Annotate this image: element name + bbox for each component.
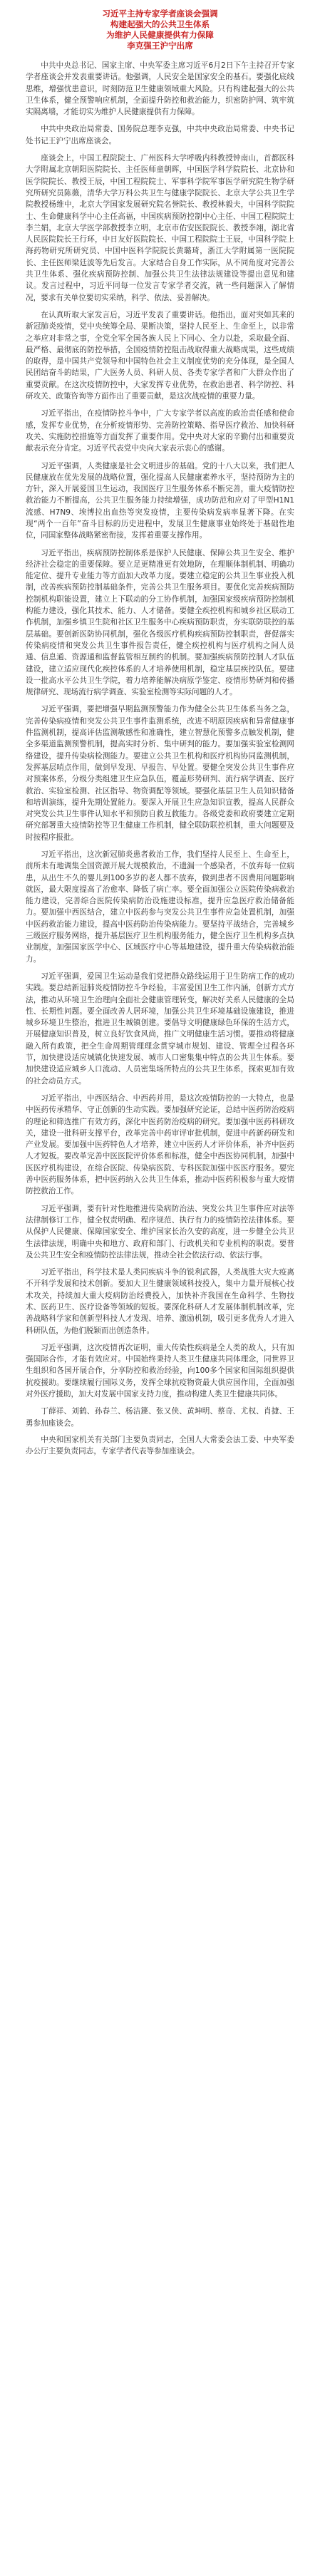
- paragraph: 习近平强调，这次疫情再次证明，重大传染性疾病是全人类的敌人，只有加强国际合作，才能有效应对。中国始终秉持人类卫生健康共同体理念，同世界卫生组织和各国开展合作，分享防控和救治经验，向100多个国家和国际组织提供抗疫援助。要继续履行国际义务，发挥全球抗疫物资最大供应国作用，全面加强对外医疗援助，加大对发展中国家支持力度，推动构建人类卫生健康共同体。: [26, 1343, 294, 1399]
- paragraph: 习近平强调，人类健康是社会文明进步的基础。党的十八大以来，我们把人民健康放在优先发展的战略位置，强化提高人民健康素养水平，坚持预防为主的方针，深入开展爱国卫生运动，我国医疗卫生服务体系不断完善，重大疫情防控救治能力不断提高，公共卫生服务能力持续增强，成功防范和应对了甲型H1N1流感、H7N9、埃博拉出血热等突发疫情，主要传染病发病率显著下降。在实现“两个一百年”奋斗目标的历史进程中，发展卫生健康事业始终处于基础性地位，同国家整体战略紧密衔接，发挥着重要支撑作用。: [26, 461, 294, 540]
- paragraph: 习近平指出，科学技术是人类同疾病斗争的锐利武器，人类战胜大灾大疫离不开科学发展和技术创新。要加大卫生健康领域科技投入，集中力量开展核心技术攻关，持续加大重大疫病防治经费投入，加快补齐我国在生命科学、生物技术、医药卫生、医疗设备等领域的短板。要深化科研人才发展体制机制改革，完善战略科学家和创新型科技人才发现、培养、激励机制，吸引更多优秀人才进入科研队伍，为他们脱颖而出创造条件。: [26, 1268, 294, 1335]
- paragraph: 习近平指出，中西医结合、中西药并用，是这次疫情防控的一大特点，也是中医药传承精华、守正创新的生动实践。要加强研究论证，总结中医药防治疫病的理论和筛选推广有效方药，深化中医药防治疫病的研究。要加强中医药科研攻关，建设一批科研支撑平台，改革完善中药审评审批机制，促进中药新药研发和产业发展。要加强中医药特色人才培养，建立中医药人才评价体系，补齐中医药人才短板。要改革完善中医医院评价体系和标准，健全中西医协同机制，加强中医医疗机构建设，在综合医院、传染病医院、专科医院加强中医医疗服务。要完善中医药服务体系，把中医药纳入公共卫生体系，推动中医药积极参与重大疫情防控救治工作。: [26, 1093, 294, 1196]
- paragraph: 中共中央总书记、国家主席、中央军委主席习近平6月2日下午主持召开专家学者座谈会并发表重要讲话。他强调，人民安全是国家安全的基石。要强化底线思维，增强忧患意识，时刻防范卫生健康领域重大风险。只有构建起强大的公共卫生体系，健全预警响应机制，全面提升防控和救治能力，织密防护网、筑牢筑实隔离墙，才能切实为维护人民健康提供有力保障。: [26, 61, 294, 117]
- paragraph: 中央和国家机关有关部门主要负责同志，全国人大常委会法工委、中央军委办公厅主要负责同志，专家学者代表等参加座谈会。: [26, 1435, 294, 1456]
- article-body: [26, 60, 294, 1458]
- headline-line: 为维护人民健康提供有力保障: [106, 30, 214, 40]
- paragraph: 中共中央政治局常委、国务院总理李克强，中共中央政治局常委、中央书记处书记王沪宁出席座谈会。: [26, 125, 294, 145]
- headline-line: 李克强王沪宁出席: [127, 41, 193, 51]
- paragraph: 习近平指出，在疫情防控斗争中，广大专家学者以高度的政治责任感和使命感，发挥专业优势，在分析疫情形势、完善防控策略、指导医疗救治、加快科研攻关、实施防控措施等方面发挥了重要作用。党中央对大家的辛勤付出和重要贡献表示充分肯定。习近平代表党中央向大家表示衷心的感谢。: [26, 409, 294, 453]
- paragraph: 座谈会上，中国工程院院士、广州医科大学呼吸内科教授钟南山，首都医科大学附属北京朝阳医院院长、主任医师童朝晖，中国医学科学院院长、北京协和医学院院长、教授王辰，中国工程院院士、军事科学院军事医学研究院生物学研究所研究员陈薇，清华大学万科公共卫生与健康学院院长、北京大学公共卫生学院教授杨维中，北京大学国家发展研究院名誉院长、教授林毅夫，中国科学院院士、生命健康科学中心主任高福，中国疾病预防控制中心主任、中国工程院院士李兰娟，北京大学医学部教授李立明，北京市佑安医院院长、教授李翊，湖北省人民医院院长王行环，中日友好医院院长、中国工程院院士王辰，中国科学院上海药物研究所研究员、中国中医科学院院长黄璐琦，浙江大学附属第一医院院长、主任医师梁廷波等先后发言。大家结合自身工作实际，从不同角度对完善公共卫生体系、强化疾病预防控制、加强公共卫生法律法规建设等提出意见和建议。发言过程中，习近平同每一位发言专家学者交流，就一些问题深入了解情况，要求有关单位要切实采纳，科学、依法、妥善解决。: [26, 154, 294, 302]
- paragraph: 习近平强调，爱国卫生运动是我们党把群众路线运用于卫生防病工作的成功实践。要总结新冠肺炎疫情防控斗争经验，丰富爱国卫生工作内涵，创新方式方法，推动从环境卫生治理向全面社会健康管理转变，解决好关系人民健康的全局性、长期性问题。要全面改善人居环境，加强公共卫生环境基础设施建设，推进城乡环境卫生整治，推进卫生城镇创建。要倡导文明健康绿色环保的生活方式，开展健康知识普及，树立良好饮食风尚，推广文明健康生活习惯。要推动将健康融入所有政策，把全生命周期管理理念贯穿城市规划、建设、管理全过程各环节，加快建设适应城镇化快速发展、城市人口密集集中特点的公共卫生体系。要加快建设适应城乡人口流动、人员密集场所特点的公共卫生体系，探索更加有效的社会动员方式。: [26, 972, 294, 1086]
- paragraph: 丁薛祥、刘鹤、孙春兰、杨洁篪、张又侠、黄坤明、蔡奇、尤权、肖捷、王勇参加座谈会。: [26, 1407, 294, 1428]
- paragraph: 习近平指出，疾病预防控制体系是保护人民健康、保障公共卫生安全、维护经济社会稳定的重要保障。要立足更精准更有效地防，在理顺体制机制、明确功能定位、提升专业能力等方面加大改革力度。要建立稳定的公共卫生事业投入机制，改善疾病预防控制基础条件，完善公共卫生服务项目。要优化完善疾病预防控制机构职能设置，建立上下联动的分工协作机制，加强国家级疾病预防控制机构能力建设，强化其技术、能力、人才储备。要健全疾控机构和城乡社区联动工作机制，加强乡镇卫生院和社区卫生服务中心疾病预防职责，夯实联防联控的基层基础。要创新医防协同机制，强化各级医疗机构疾病预防控制职责，督促落实传染病疫情和突发公共卫生事件报告责任，健全疾控机构与医疗机构之间人员通、信息通、资源通和监督监管相互制约的机制。要加强疾病预防控制人才队伍建设，建立适应现代化疾控体系的人才培养使用机制，稳定基层疾控队伍。要建设一批高水平公共卫生学院，着力培养能解决病原学鉴定、疫情形势研判和传播规律研究、现场流行病学调查、实验室检测等实际问题的人才。: [26, 548, 294, 697]
- headline-line: 构建起强大的公共卫生体系: [110, 19, 210, 29]
- article-headline: [26, 9, 294, 51]
- paragraph: 习近平强调，要有针对性地推进传染病防治法、突发公共卫生事件应对法等法律制修订工作，健全权责明确、程序规范、执行有力的疫情防控法律体系。要从保护人民健康、保障国家安全、维护国家长治久安的高度，进一步健全公共卫生法律法规，明确中央和地方、政府和部门、行政机关和专业机构的职责。要普及公共卫生安全和疫情防控法律法规，推动全社会依法行动、依法行事。: [26, 1204, 294, 1259]
- paragraph: 习近平指出，这次新冠肺炎患者救治工作，我们坚持人民至上、生命至上，前所未有地调集全国资源开展大规模救治，不遗漏一个感染者，不放弃每一位病患，从出生不久的婴儿到100多岁的老人都不放弃，做到患者不因费用问题影响就医，最大限度提高了治愈率、降低了病亡率。要全面加强公立医院传染病救治能力建设，完善综合医院传染病防治设施建设标准，提升应急医疗救治储备能力。要加强中西医结合，建立中医药参与突发公共卫生事件应急处置机制，加强中医药救治能力建设，提高中医药防治传染病能力。要坚持平战结合，完善城乡三级医疗服务网络，提升基层医疗卫生机构服务能力，健全医疗卫生机构多点执业制度，加强国家医学中心、区域医疗中心等基地建设，提升重大传染病救治能力。: [26, 850, 294, 964]
- headline-line: 习近平主持专家学者座谈会强调: [102, 9, 218, 19]
- paragraph: 习近平强调，要把增强早期监测预警能力作为健全公共卫生体系当务之急，完善传染病疫情和突发公共卫生事件监测系统，改进不明原因疾病和异常健康事件监测机制，提高评估监测敏感性和准确性，建立智慧化预警多点触发机制，健全多渠道监测预警机制，提高实时分析、集中研判的能力。要加强实验室检测网络建设，提升传染病检测能力。要建立公共卫生机构和医疗机构协同监测机制，发挥基层哨点作用，做到早发现、早报告、早处置。要健全突发公共卫生事件应对预案体系，分级分类组建卫生应急队伍，覆盖形势研判、流行病学调查、医疗救治、实验室检测、社区指导、物资调配等领域。要强化基层卫生人员知识储备和培训演练，提升先期处置能力。要深入开展卫生应急知识宣教，提高人民群众对突发公共卫生事件认知水平和预防自救互救能力。各级党委和政府要建立定期研究部署重大疫情防控等卫生健康工作机制，健全联防联控机制，重大问题要及时按程序报批。: [26, 705, 294, 842]
- paragraph: 在认真听取大家发言后，习近平发表了重要讲话。他指出，面对突如其来的新冠肺炎疫情，党中央统筹全局、果断决策，坚持人民至上、生命至上，以非常之举应对非常之事，全党全军全国各族人民上下同心、全力以赴，采取最全面、最严格、最彻底的防控举措，全国疫情防控阻击战取得重大战略成果，这些成绩的取得，是中国共产党领导和中国特色社会主义制度优势的充分体现，是全国人民团结奋斗的结果，广大医务人员、科研人员、各类专家学者和广大群众作出了重要贡献。在这次疫情防控中，大家发挥专业优势，在救治患者、科学防控、科研攻关、政策咨询等方面作出了重要贡献，是这次战疫情的重要力量。: [26, 310, 294, 401]
